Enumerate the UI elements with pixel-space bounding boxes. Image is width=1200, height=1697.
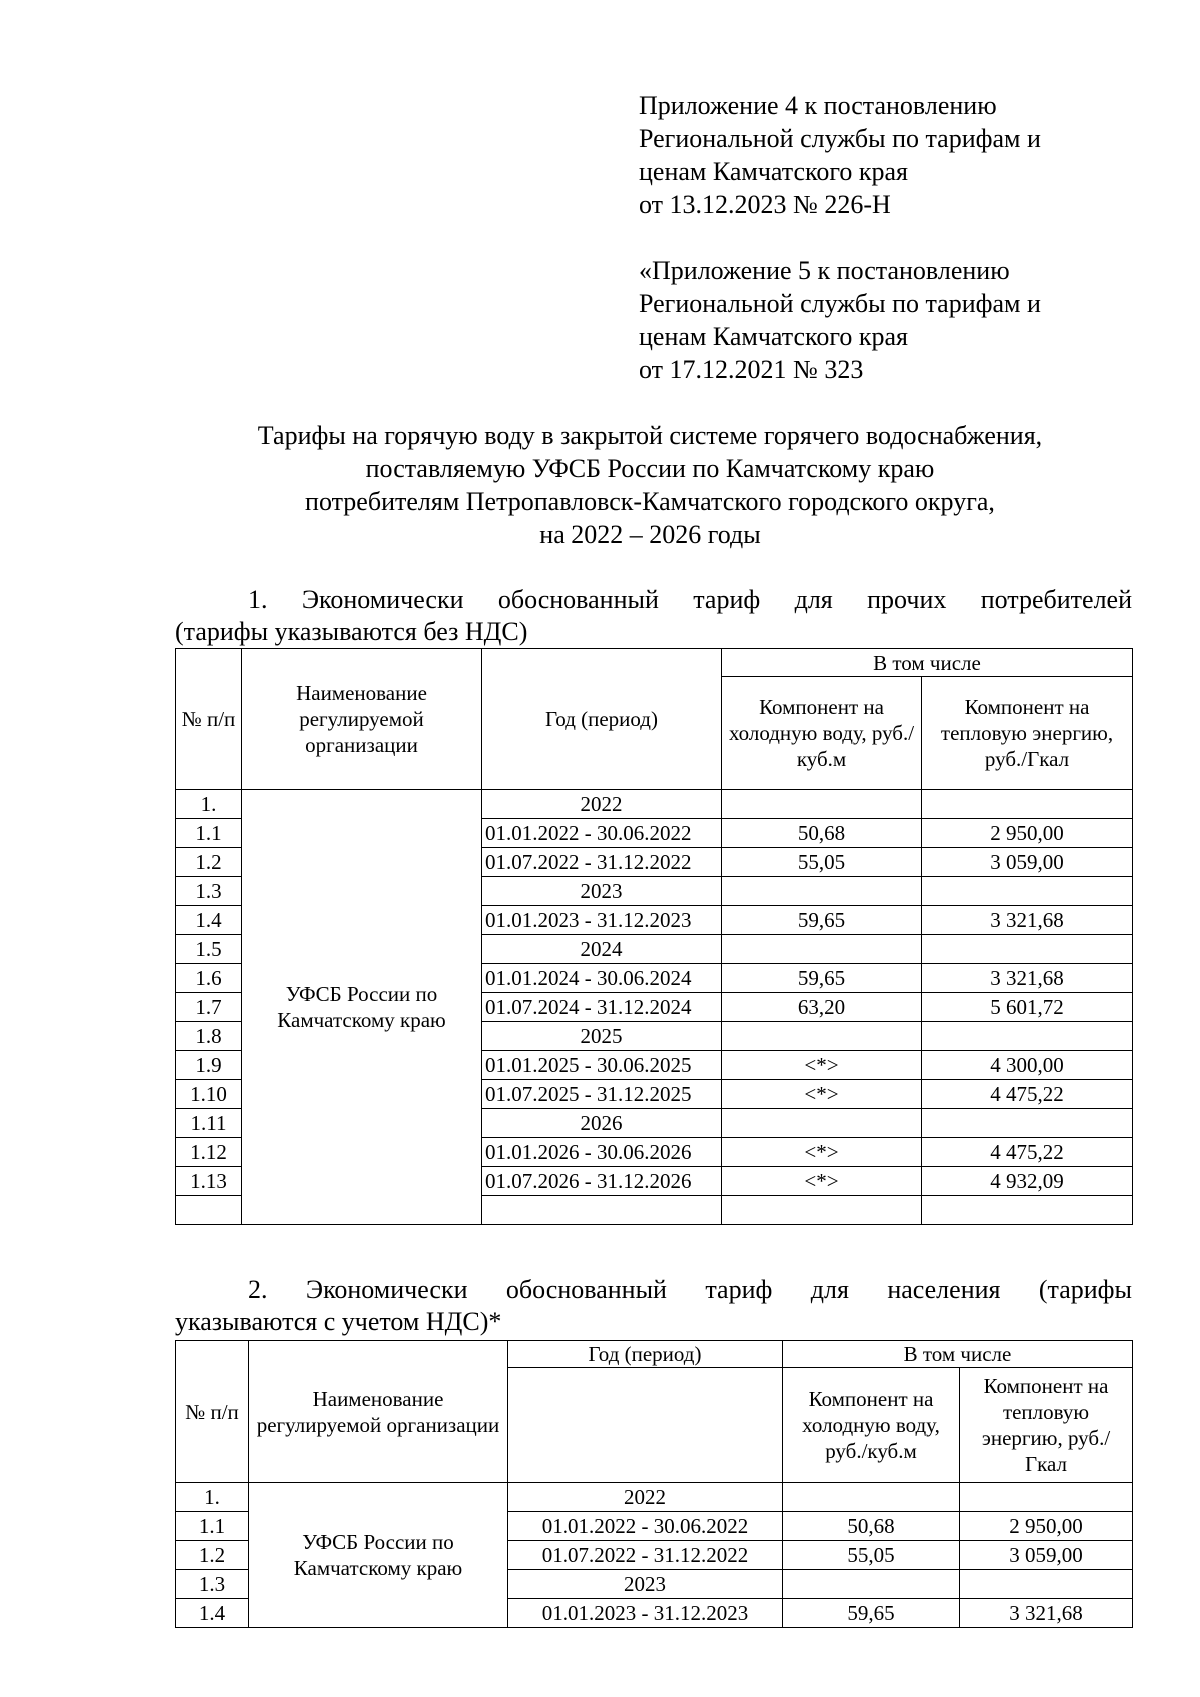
cell-organization: УФСБ России по Камчатскому краю bbox=[249, 1483, 508, 1628]
title-line: поставляемую УФСБ России по Камчатскому краю bbox=[365, 454, 935, 483]
cell-heat-energy: 4 300,00 bbox=[922, 1051, 1133, 1080]
cell-cold-water bbox=[722, 935, 922, 964]
cell-cold-water: 63,20 bbox=[722, 993, 922, 1022]
cell-period: 01.07.2026 - 31.12.2026 bbox=[482, 1167, 722, 1196]
header-num: № п/п bbox=[176, 1341, 249, 1483]
cell-cold-water: 59,65 bbox=[783, 1599, 960, 1628]
cell-cold-water: 59,65 bbox=[722, 906, 922, 935]
cell-heat-energy bbox=[922, 790, 1133, 819]
header-cold-water: Компонент на холодную воду, руб./куб.м bbox=[783, 1368, 960, 1483]
cell-num: 1.12 bbox=[176, 1138, 242, 1167]
header-organization: Наименование регулируемой организации bbox=[242, 649, 482, 790]
cell-num: 1.10 bbox=[176, 1080, 242, 1109]
appendix-reference-current bbox=[639, 89, 1119, 221]
appendix-reference-original bbox=[639, 254, 1119, 386]
table-body bbox=[176, 1483, 1133, 1628]
cell-heat-energy: 3 321,68 bbox=[922, 964, 1133, 993]
cell-cold-water: <*> bbox=[722, 1167, 922, 1196]
cell-heat-energy bbox=[960, 1570, 1133, 1599]
cell-cold-water bbox=[722, 790, 922, 819]
header-including: В том числе bbox=[722, 649, 1133, 677]
header-num: № п/п bbox=[176, 649, 242, 790]
cell-heat-energy: 2 950,00 bbox=[960, 1512, 1133, 1541]
cell-num: 1.3 bbox=[176, 1570, 249, 1599]
cell-heat-energy: 3 059,00 bbox=[960, 1541, 1133, 1570]
section-heading-line: 1. Экономически обоснованный тариф для прочих потребителей bbox=[248, 585, 1132, 614]
cell-num: 1.2 bbox=[176, 848, 242, 877]
cell-period: 2024 bbox=[482, 935, 722, 964]
header-period: Год (период) bbox=[482, 649, 722, 790]
section-heading-line: 2. Экономически обоснованный тариф для населения (тарифы bbox=[248, 1275, 1132, 1304]
cell-num: 1.11 bbox=[176, 1109, 242, 1138]
cell-cold-water: <*> bbox=[722, 1051, 922, 1080]
cell-heat-energy: 5 601,72 bbox=[922, 993, 1133, 1022]
cell-num: 1.7 bbox=[176, 993, 242, 1022]
document-title bbox=[140, 419, 1160, 551]
appendix-line: Региональной службы по тарифам и bbox=[639, 124, 1041, 153]
cell-heat-energy bbox=[922, 1196, 1133, 1225]
appendix-line: от 13.12.2023 № 226-Н bbox=[639, 190, 891, 219]
cell-cold-water bbox=[722, 1196, 922, 1225]
section-heading-line: (тарифы указываются без НДС) bbox=[175, 617, 528, 646]
cell-heat-energy: 3 321,68 bbox=[922, 906, 1133, 935]
cell-num: 1.5 bbox=[176, 935, 242, 964]
header-heat-energy: Компонент на тепловую энергию, руб./Гкал bbox=[960, 1368, 1133, 1483]
cell-period: 01.07.2022 - 31.12.2022 bbox=[482, 848, 722, 877]
section-heading-line: указываются с учетом НДС)* bbox=[175, 1307, 502, 1336]
cell-cold-water: <*> bbox=[722, 1138, 922, 1167]
cell-period: 01.01.2022 - 30.06.2022 bbox=[482, 819, 722, 848]
cell-num: 1.9 bbox=[176, 1051, 242, 1080]
header-period: Год (период) bbox=[508, 1341, 783, 1368]
cell-period: 01.01.2022 - 30.06.2022 bbox=[508, 1512, 783, 1541]
table-body bbox=[176, 790, 1133, 1225]
cell-period: 2025 bbox=[482, 1022, 722, 1051]
cell-num: 1.1 bbox=[176, 1512, 249, 1541]
title-line: на 2022 – 2026 годы bbox=[539, 520, 761, 549]
cell-heat-energy: 4 932,09 bbox=[922, 1167, 1133, 1196]
header-cold-water: Компонент на холодную воду, руб./куб.м bbox=[722, 677, 922, 790]
section-1-heading bbox=[175, 584, 1132, 648]
cell-period: 2022 bbox=[508, 1483, 783, 1512]
cell-period: 01.01.2024 - 30.06.2024 bbox=[482, 964, 722, 993]
title-line: потребителям Петропавловск-Камчатского городского округа, bbox=[305, 487, 995, 516]
appendix-line: ценам Камчатского края bbox=[639, 157, 908, 186]
cell-heat-energy bbox=[922, 877, 1133, 906]
cell-cold-water bbox=[783, 1570, 960, 1599]
cell-period: 2023 bbox=[482, 877, 722, 906]
cell-num: 1.2 bbox=[176, 1541, 249, 1570]
cell-period: 01.01.2026 - 30.06.2026 bbox=[482, 1138, 722, 1167]
cell-num: 1.4 bbox=[176, 1599, 249, 1628]
cell-cold-water: 50,68 bbox=[783, 1512, 960, 1541]
cell-heat-energy: 3 321,68 bbox=[960, 1599, 1133, 1628]
cell-num: 1.6 bbox=[176, 964, 242, 993]
appendix-line: от 17.12.2021 № 323 bbox=[639, 355, 864, 384]
cell-heat-energy: 2 950,00 bbox=[922, 819, 1133, 848]
cell-period: 01.07.2025 - 31.12.2025 bbox=[482, 1080, 722, 1109]
cell-cold-water bbox=[722, 1109, 922, 1138]
appendix-line: «Приложение 5 к постановлению bbox=[639, 256, 1010, 285]
cell-period bbox=[482, 1196, 722, 1225]
cell-heat-energy bbox=[960, 1483, 1133, 1512]
cell-cold-water bbox=[722, 1022, 922, 1051]
section-2-heading bbox=[175, 1274, 1132, 1338]
cell-period: 01.01.2023 - 31.12.2023 bbox=[508, 1599, 783, 1628]
cell-cold-water: 55,05 bbox=[783, 1541, 960, 1570]
cell-heat-energy bbox=[922, 1022, 1133, 1051]
table-row bbox=[176, 790, 1133, 819]
cell-period: 2022 bbox=[482, 790, 722, 819]
appendix-line: ценам Камчатского края bbox=[639, 322, 908, 351]
header-heat-energy: Компонент на тепловую энергию, руб./Гкал bbox=[922, 677, 1133, 790]
cell-period: 01.07.2022 - 31.12.2022 bbox=[508, 1541, 783, 1570]
cell-heat-energy: 4 475,22 bbox=[922, 1138, 1133, 1167]
title-line: Тарифы на горячую воду в закрытой системе горячего водоснабжения, bbox=[257, 421, 1043, 450]
cell-num bbox=[176, 1196, 242, 1225]
tariff-table-other-consumers bbox=[175, 648, 1133, 1225]
cell-cold-water: 59,65 bbox=[722, 964, 922, 993]
table-row bbox=[176, 1483, 1133, 1512]
cell-heat-energy bbox=[922, 1109, 1133, 1138]
cell-cold-water: 55,05 bbox=[722, 848, 922, 877]
header-including: В том числе bbox=[783, 1341, 1133, 1368]
cell-period: 2026 bbox=[482, 1109, 722, 1138]
cell-organization: УФСБ России по Камчатскому краю bbox=[242, 790, 482, 1225]
cell-period: 01.07.2024 - 31.12.2024 bbox=[482, 993, 722, 1022]
appendix-line: Приложение 4 к постановлению bbox=[639, 91, 997, 120]
cell-period: 01.01.2025 - 30.06.2025 bbox=[482, 1051, 722, 1080]
tariff-table-population bbox=[175, 1340, 1133, 1628]
cell-num: 1. bbox=[176, 1483, 249, 1512]
cell-num: 1. bbox=[176, 790, 242, 819]
cell-num: 1.13 bbox=[176, 1167, 242, 1196]
header-organization: Наименование регулируемой организации bbox=[249, 1341, 508, 1483]
cell-cold-water bbox=[722, 877, 922, 906]
cell-heat-energy: 4 475,22 bbox=[922, 1080, 1133, 1109]
cell-cold-water: <*> bbox=[722, 1080, 922, 1109]
cell-num: 1.3 bbox=[176, 877, 242, 906]
cell-cold-water: 50,68 bbox=[722, 819, 922, 848]
appendix-line: Региональной службы по тарифам и bbox=[639, 289, 1041, 318]
header-period-blank bbox=[508, 1368, 783, 1483]
cell-period: 01.01.2023 - 31.12.2023 bbox=[482, 906, 722, 935]
cell-heat-energy bbox=[922, 935, 1133, 964]
cell-period: 2023 bbox=[508, 1570, 783, 1599]
cell-cold-water bbox=[783, 1483, 960, 1512]
cell-num: 1.8 bbox=[176, 1022, 242, 1051]
cell-heat-energy: 3 059,00 bbox=[922, 848, 1133, 877]
cell-num: 1.4 bbox=[176, 906, 242, 935]
cell-num: 1.1 bbox=[176, 819, 242, 848]
